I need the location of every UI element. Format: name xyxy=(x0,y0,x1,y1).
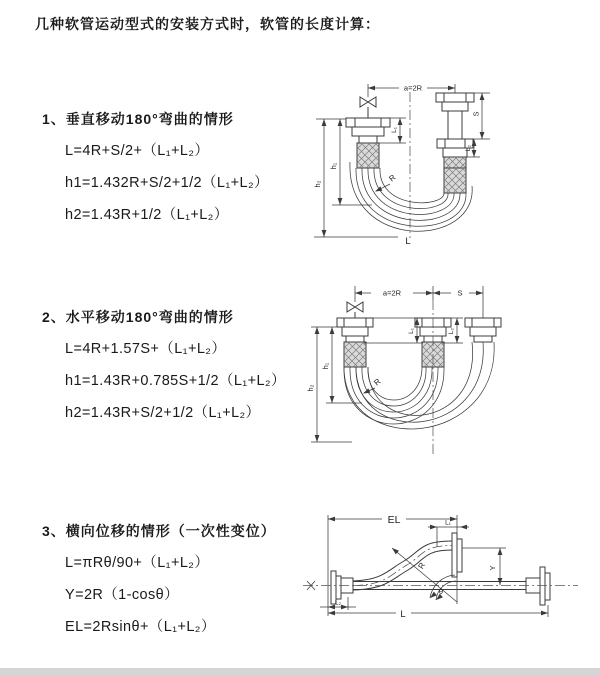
radius-callout xyxy=(390,546,457,602)
h1-label: h₁ xyxy=(321,362,330,370)
formula-length: L=πRθ/90+（L₁+L₂） xyxy=(65,555,210,571)
section-3-heading: 3、横向位移的情形（一次性变位） xyxy=(42,523,276,539)
left-fitting xyxy=(337,318,373,367)
dim-s-label: S xyxy=(457,288,463,298)
dim-l2 xyxy=(442,318,463,343)
l2-label: L₂ xyxy=(334,599,342,607)
l2-label: L₂ xyxy=(465,144,472,152)
section-3 xyxy=(42,521,276,643)
hose-curves xyxy=(344,342,494,429)
radius-label: R xyxy=(416,560,428,571)
l1-label: L₁ xyxy=(391,127,398,133)
section-2 xyxy=(42,307,286,429)
dim-h xyxy=(313,119,398,237)
diagram-vertical-bend xyxy=(300,70,600,265)
dim-y xyxy=(462,548,506,585)
section-1 xyxy=(42,109,269,231)
formula-h2: h2=1.43R+1/2（L₁+L₂） xyxy=(65,207,229,223)
el-label: EL xyxy=(387,514,401,526)
l1-label: L₁ xyxy=(408,328,415,334)
dim-a2r xyxy=(368,84,455,98)
length-label: L xyxy=(400,609,406,620)
theta-label: θ xyxy=(438,587,444,596)
formula-h1: h1=1.43R+0.785S+1/2（L₁+L₂） xyxy=(65,373,286,389)
h2-label: h₂ xyxy=(306,384,315,392)
page-title: 几种软管运动型式的安装方式时，软管的长度计算： xyxy=(35,16,380,32)
s-label: S xyxy=(471,111,481,117)
dim-l xyxy=(328,605,548,620)
dim-l2 xyxy=(320,597,356,610)
section-1-heading: 1、垂直移动180°弯曲的情形 xyxy=(42,111,234,127)
section-2-heading: 2、水平移动180°弯曲的情形 xyxy=(42,309,234,325)
diagram-lateral-displacement xyxy=(295,505,600,650)
formula-h2: h2=1.43R+S/2+1/2（L₁+L₂） xyxy=(65,405,261,421)
dim-a2r-label: a=2R xyxy=(382,288,402,298)
diagram-horizontal-bend xyxy=(300,280,600,460)
l2-label: L₂ xyxy=(448,327,455,335)
l1-label: L₁ xyxy=(445,519,451,527)
formula-length: L=4R+1.57S+（L₁+L₂） xyxy=(65,341,227,357)
upper-flange xyxy=(452,533,462,577)
dim-s-l2 xyxy=(465,93,490,157)
formula-y: Y=2R（1-cosθ） xyxy=(65,587,179,603)
radius-label: R xyxy=(387,172,398,184)
h2-label: h₂ xyxy=(313,180,322,188)
valve-icon xyxy=(360,97,376,118)
right-fitting xyxy=(465,318,501,342)
radius-label: R xyxy=(372,376,383,388)
dim-el xyxy=(328,514,457,616)
dim-a2r-s xyxy=(355,286,483,318)
formula-h1: h1=1.432R+S/2+1/2（L₁+L₂） xyxy=(65,175,269,191)
page-edge xyxy=(0,668,600,675)
formula-el: EL=2Rsinθ+（L₁+L₂） xyxy=(65,619,216,635)
right-flange xyxy=(526,567,550,605)
valve-icon xyxy=(347,302,363,318)
y-label: Y xyxy=(488,565,497,571)
right-fitting xyxy=(436,93,474,193)
h1-label: h₁ xyxy=(329,162,338,170)
radius-callout xyxy=(374,173,398,194)
dim-a2r-label: a=2R xyxy=(403,83,423,93)
formula-length: L=4R+S/2+（L₁+L₂） xyxy=(65,143,210,159)
length-label: L xyxy=(405,236,411,247)
